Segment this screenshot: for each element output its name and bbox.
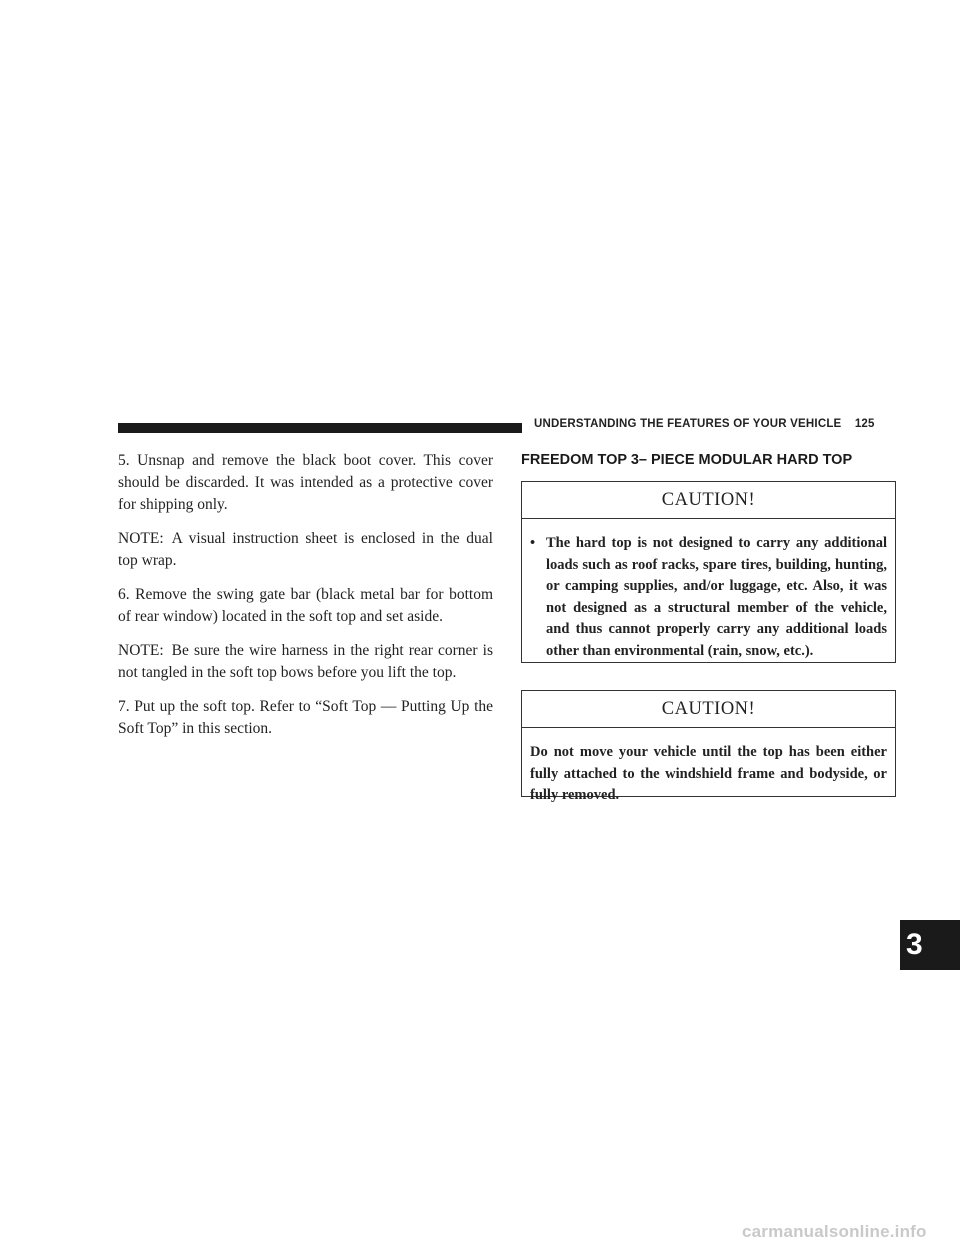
page-number: 125 [854, 418, 875, 430]
left-column [118, 450, 493, 752]
note-1 [118, 528, 493, 572]
header-rule [118, 423, 522, 433]
caution-box-move [521, 690, 896, 803]
caution-text: The hard top is not designed to carry any additional loads such as roof racks, spare tires, building, hunting, or camping supplies, and/or luggage, etc. Also, it was not designed as a structural member of the vehicle, and thus cannot properly carry any additional loads other than environmental (rain, snow, etc.). [546, 535, 887, 659]
bullet-item [530, 533, 887, 662]
caution-body: Do not move your vehicle until the top has been either fully attached to the windshield frame and bodyside, or fully removed. [530, 744, 887, 803]
bullet-icon: • [530, 535, 536, 551]
step-6: 6. Remove the swing gate bar (black metal bar for bottom of rear window) located in the soft top and set aside. [118, 586, 493, 625]
section-heading: FREEDOM TOP 3– PIECE MODULAR HARD TOP [521, 452, 853, 468]
watermark: carmanualsonline.info [742, 1222, 927, 1241]
step-7: 7. Put up the soft top. Refer to “Soft Top — Putting Up the Soft Top” in this section. [118, 698, 493, 737]
running-header [534, 418, 914, 430]
note-2 [118, 640, 493, 684]
running-header-title: UNDERSTANDING THE FEATURES OF YOUR VEHICLE [534, 418, 842, 430]
note-label: NOTE: [118, 530, 164, 547]
caution-heading: CAUTION! [522, 691, 895, 728]
step-5: 5. Unsnap and remove the black boot cover. This cover should be discarded. It was intended as a protective cover for shipping only. [118, 452, 493, 513]
note-label: NOTE: [118, 642, 164, 659]
caution-body [522, 519, 895, 670]
caution-heading: CAUTION! [522, 482, 895, 519]
caution-box-load [521, 481, 896, 663]
chapter-tab: 3 [900, 920, 960, 970]
note-text: Be sure the wire harness in the right rear corner is not tangled in the soft top bows before you lift the top. [118, 642, 493, 681]
note-text: A visual instruction sheet is enclosed in the dual top wrap. [118, 530, 493, 569]
